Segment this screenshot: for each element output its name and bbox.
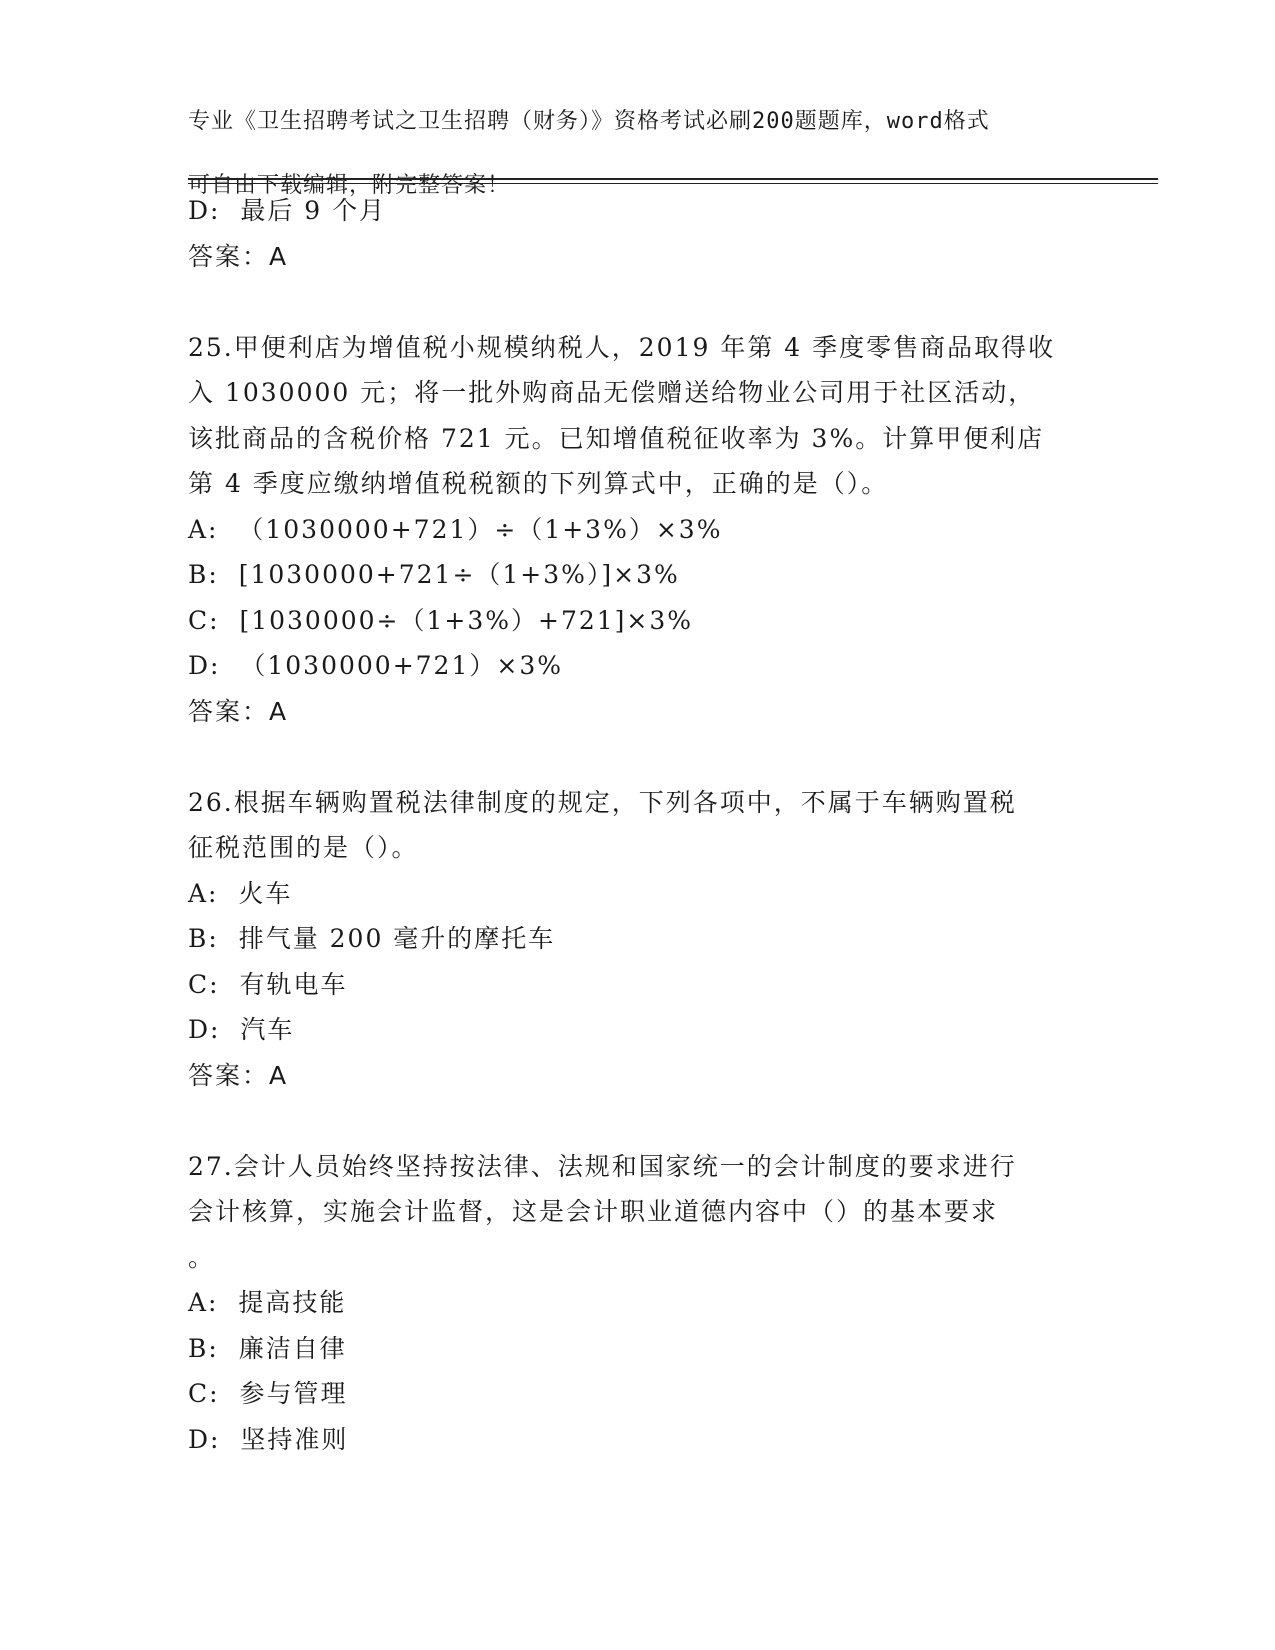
question-25: [188, 325, 1088, 735]
spacer: [188, 279, 1088, 325]
q25-text-line: 25.甲便利店为增值税小规模纳税人，2019 年第 4 季度零售商品取得收: [188, 332, 1056, 362]
q25-option-c: C: [1030000÷（1+3%）+721]×3%: [188, 605, 694, 635]
q26-option-c: C: 有轨电车: [188, 969, 348, 999]
spacer: [188, 1098, 1088, 1144]
header-line-2: 可自由下载编辑，附完整答案！: [188, 173, 511, 198]
q25-text-line: 该批商品的含税价格 721 元。已知增值税征收率为 3%。计算甲便利店: [188, 423, 1045, 453]
q26-text-line: 征税范围的是（）。: [188, 833, 419, 862]
header-rule-thin: [188, 183, 1158, 184]
document-body: [188, 188, 1088, 1462]
header-rule-thick: [188, 178, 1158, 180]
q27-option-d: D: 坚持准则: [188, 1424, 349, 1454]
spacer: [188, 734, 1088, 780]
question-26: [188, 780, 1088, 1099]
q27-option-a: A: 提高技能: [188, 1288, 347, 1317]
q27-option-c: C: 参与管理: [188, 1379, 348, 1408]
q27-option-b: B: 廉洁自律: [188, 1333, 347, 1363]
q26-option-d: D: 汽车: [188, 1015, 295, 1044]
q26-option-a: A: 火车: [188, 878, 293, 908]
q27-text-line: 会计核算，实施会计监督，这是会计职业道德内容中（）的基本要求: [188, 1197, 999, 1226]
prev-option-d: D: 最后 9 个月: [188, 196, 387, 225]
q25-option-d: D: （1030000+721）×3%: [188, 651, 563, 680]
q25-text-line: 入 1030000 元；将一批外购商品无偿赠送给物业公司用于社区活动，: [188, 378, 1036, 407]
q26-answer: 答案：A: [188, 1060, 289, 1090]
header-line-1: 专业《卫生招聘考试之卫生招聘（财务）》资格考试必刷200题题库，word格式: [188, 109, 990, 134]
q27-text-line: 27.会计人员始终坚持按法律、法规和国家统一的会计制度的要求进行: [188, 1151, 1017, 1181]
q25-text-line: 第 4 季度应缴纳增值税税额的下列算式中，正确的是（）。: [188, 469, 889, 498]
q26-option-b: B: 排气量 200 毫升的摩托车: [188, 924, 556, 953]
question-27: [188, 1144, 1088, 1463]
q25-answer: 答案：A: [188, 696, 289, 726]
q27-text-line: 。: [188, 1242, 216, 1272]
q25-option-a: A: （1030000+721）÷（1+3%）×3%: [188, 514, 723, 544]
prev-answer: 答案：A: [188, 241, 289, 271]
q25-option-b: B: [1030000+721÷（1+3%）]×3%: [188, 560, 680, 589]
q26-text-line: 26.根据车辆购置税法律制度的规定，下列各项中，不属于车辆购置税: [188, 787, 1017, 817]
